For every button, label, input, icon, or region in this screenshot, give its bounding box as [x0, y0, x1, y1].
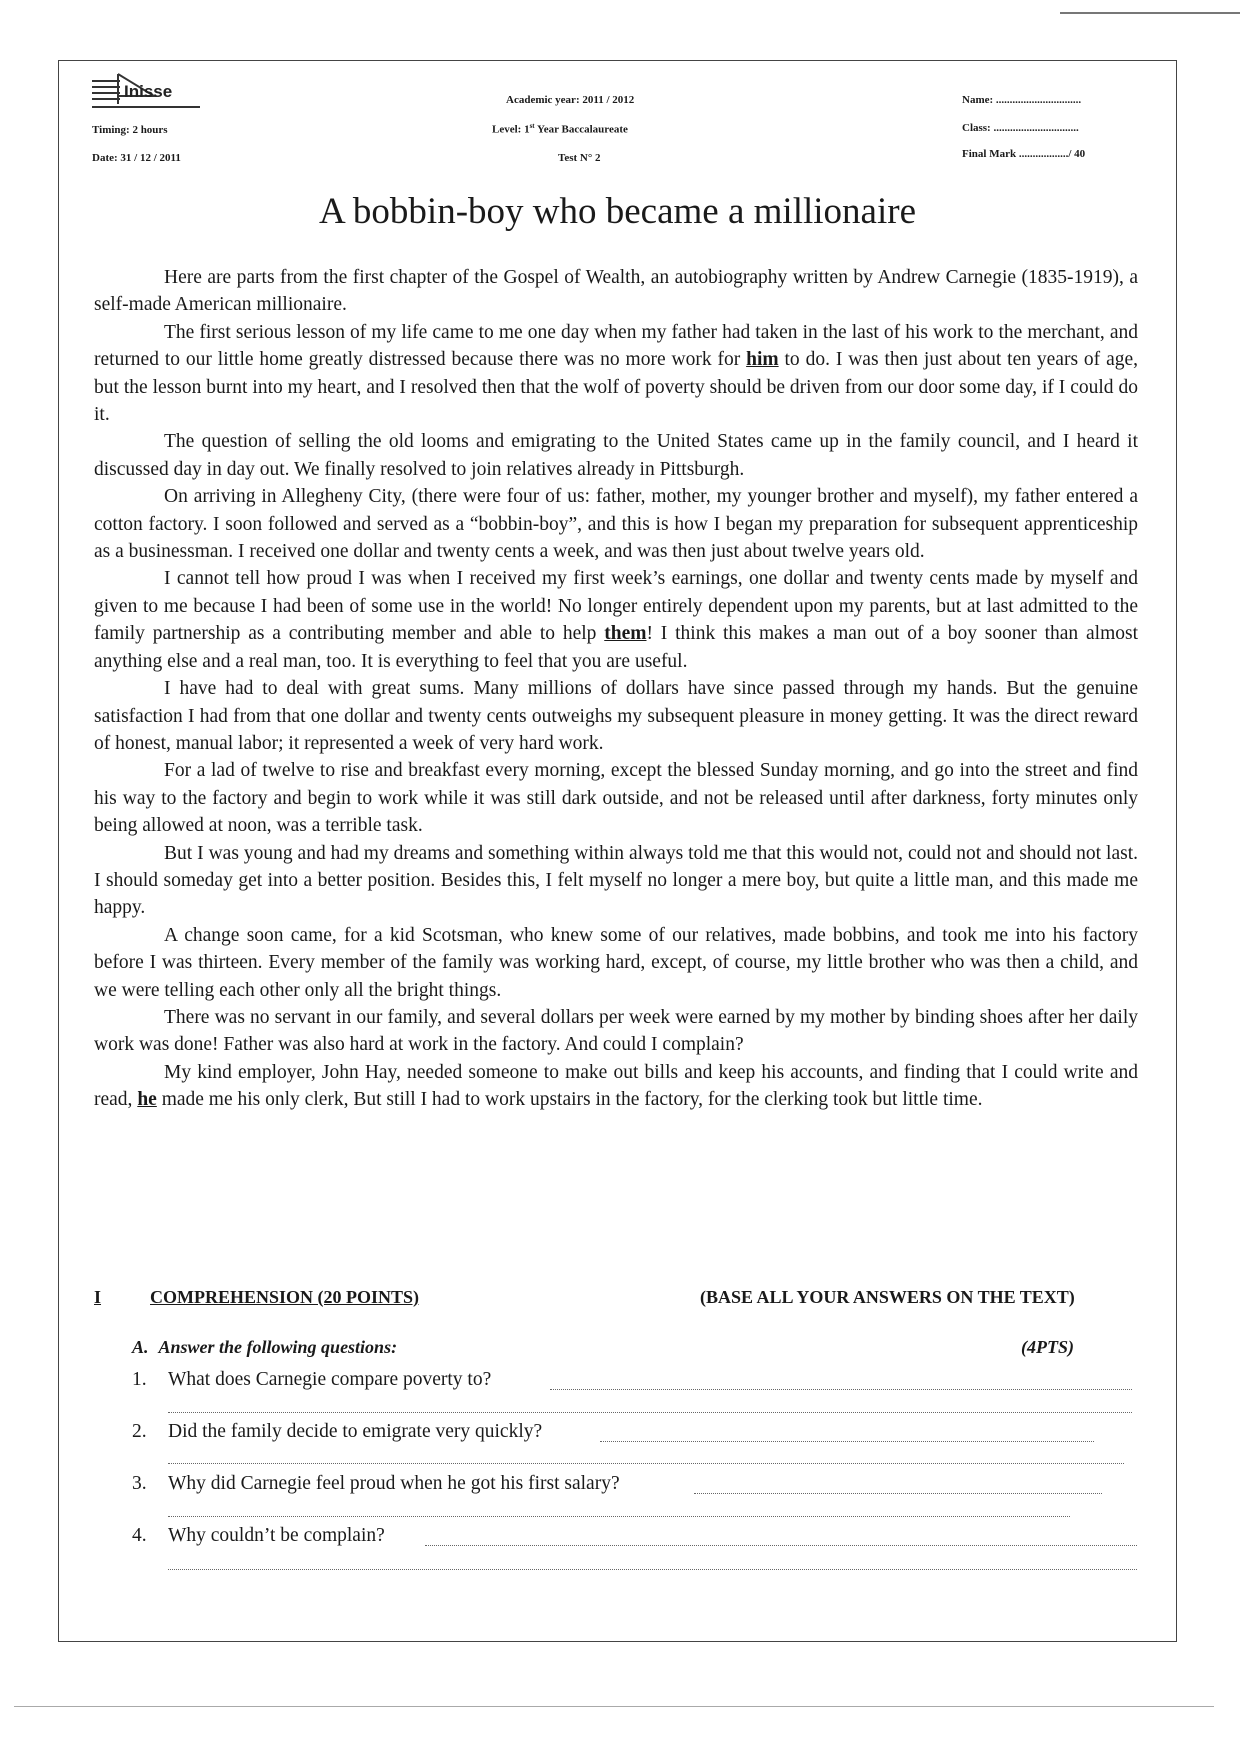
section-number: I	[94, 1287, 102, 1307]
level-prefix: Level: 1	[492, 123, 530, 136]
logo-text: Inisse	[124, 82, 173, 101]
question-text: Did the family decide to emigrate very quickly?	[168, 1421, 543, 1442]
answer-line-1b[interactable]	[168, 1412, 1132, 1413]
paragraph-intro: Here are parts from the first chapter of the Gospel of Wealth, an autobiography written by Andrew Carnegie (1835-1919), a self-made American millionaire.	[94, 267, 1138, 316]
question-number: 1.	[132, 1369, 147, 1390]
level-label	[492, 122, 628, 136]
paragraph-11	[94, 1059, 1138, 1114]
question-text: Why couldn’t be complain?	[168, 1525, 385, 1546]
logo-baseline	[92, 106, 200, 108]
academic-year: Academic year: 2011 / 2012	[506, 94, 635, 106]
level-suffix: Year Baccalaureate	[534, 123, 628, 136]
question-2	[132, 1421, 542, 1443]
question-3	[132, 1473, 620, 1495]
question-number: 2.	[132, 1421, 147, 1442]
paragraph-8: But I was young and had my dreams and something within always told me that this would not, could not and should not last. I should someday get into a better position. Besides this, I felt myself no longer a mere boy, but quite a little man, and this made me happy.	[94, 842, 1138, 919]
paragraph-2-a: The first serious lesson of my life came to me one day when my father had taken in the last of his work to the merchant, and returned to our little home greatly distressed because there was no more work for	[94, 321, 1138, 371]
answer-line-3a[interactable]	[694, 1493, 1102, 1494]
final-mark-field: Final Mark ................../ 40	[962, 148, 1086, 160]
paragraph-4: On arriving in Allegheny City, (there were four of us: father, mother, my younger brother and myself), my father entered a cotton factory. I soon followed and served as a “bobbin-boy”, and this is how I began my preparation for subsequent apprenticeship as a businessman. I received one dollar and twenty cents a week, and was then just about twelve years old.	[94, 486, 1138, 563]
question-number: 4.	[132, 1525, 147, 1546]
paragraph-5-a: I cannot tell how proud I was when I received my first week’s earnings, one dollar and twenty cents made by myself and given to me because I had been of some use in the world! No longer entirely dependent upon my parents, but at last admitted to the family partnership as a contributing member and able to help	[94, 568, 1138, 645]
date-label: Date: 31 / 12 / 2011	[92, 152, 181, 164]
part-a-label: A.	[132, 1337, 149, 1357]
test-number: Test N° 2	[558, 152, 601, 164]
question-1	[132, 1369, 491, 1391]
answer-line-4b[interactable]	[168, 1569, 1137, 1570]
document-title: A bobbin-boy who became a millionaire	[319, 191, 916, 232]
level-sup: st	[529, 122, 535, 130]
paragraph-5	[94, 565, 1138, 675]
paragraph-5-b: ! I think this makes a man out of a boy sooner than almost anything else and a real man, too. It is everything to feel that you are useful.	[94, 623, 1138, 672]
name-field: Name: ...............................	[962, 94, 1082, 106]
paragraph-11-a: My kind employer, John Hay, needed someone to make out bills and keep his accounts, and finding that I could write and read,	[94, 1061, 1138, 1111]
paragraph-7: For a lad of twelve to rise and breakfast every morning, except the blessed Sunday morning, and go into the street and find his way to the factory and begin to work while it was still dark outside, and not be released until after darkness, forty minutes only being allowed at noon, was a terrible task.	[94, 760, 1138, 837]
reference-word-he: he	[137, 1089, 157, 1111]
scan-bottom-line	[14, 1706, 1214, 1707]
paragraph-11-b: made me his only clerk, But still I had to work upstairs in the factory, for the clerking took but little time.	[156, 1089, 983, 1111]
answer-line-2a[interactable]	[600, 1441, 1094, 1442]
answer-line-4a[interactable]	[425, 1545, 1137, 1546]
answer-line-1a[interactable]	[550, 1389, 1132, 1390]
question-4	[132, 1525, 385, 1547]
answer-line-2b[interactable]	[168, 1463, 1124, 1464]
part-a-text: Answer the following questions:	[158, 1337, 398, 1357]
paragraph-10: There was no servant in our family, and several dollars per week were earned by my mother by binding shoes after her daily work was done! Father was also hard at work in the factory. And could I complain?	[94, 1006, 1138, 1056]
part-a-heading	[132, 1337, 397, 1358]
paragraph-3: The question of selling the old looms and emigrating to the United States came up in the family council, and I heard it discussed day in day out. We finally resolved to join relatives already in Pittsburgh.	[94, 431, 1138, 480]
paragraph-2	[94, 319, 1138, 429]
reference-word-him: him	[746, 349, 779, 371]
class-field: Class: ...............................	[962, 122, 1079, 134]
timing-label: Timing: 2 hours	[92, 124, 168, 136]
part-a-points: (4PTS)	[1021, 1337, 1074, 1357]
section-title: COMPREHENSION (20 POINTS)	[150, 1287, 420, 1307]
question-text: Why did Carnegie feel proud when he got his first salary?	[168, 1473, 620, 1494]
reference-word-them: them	[604, 623, 647, 645]
scan-edge-line	[1060, 12, 1240, 14]
school-logo	[92, 72, 204, 114]
question-number: 3.	[132, 1473, 147, 1494]
paragraph-9: A change soon came, for a kid Scotsman, who knew some of our relatives, made bobbins, and took me into his factory before I was thirteen. Every member of the family was working hard, except, of course, my little brother who was then a child, and we were telling each other only all the bright things.	[94, 924, 1138, 1001]
paragraph-2-b: to do. I was then just about ten years of age, but the lesson burnt into my heart, and I resolved then that the wolf of poverty should be driven from our door some day, if I could do it.	[94, 349, 1139, 426]
section-instruction: (BASE ALL YOUR ANSWERS ON THE TEXT)	[700, 1287, 1075, 1307]
paragraph-6: I have had to deal with great sums. Many millions of dollars have since passed through my hands. But the genuine satisfaction I had from that one dollar and twenty cents outweighs my subsequent pleasure in money getting. It was the direct reward of honest, manual labor; it represented a week of very hard work.	[94, 678, 1138, 754]
question-text: What does Carnegie compare poverty to?	[168, 1369, 492, 1390]
answer-line-3b[interactable]	[168, 1516, 1070, 1517]
reading-passage	[94, 264, 1138, 1114]
